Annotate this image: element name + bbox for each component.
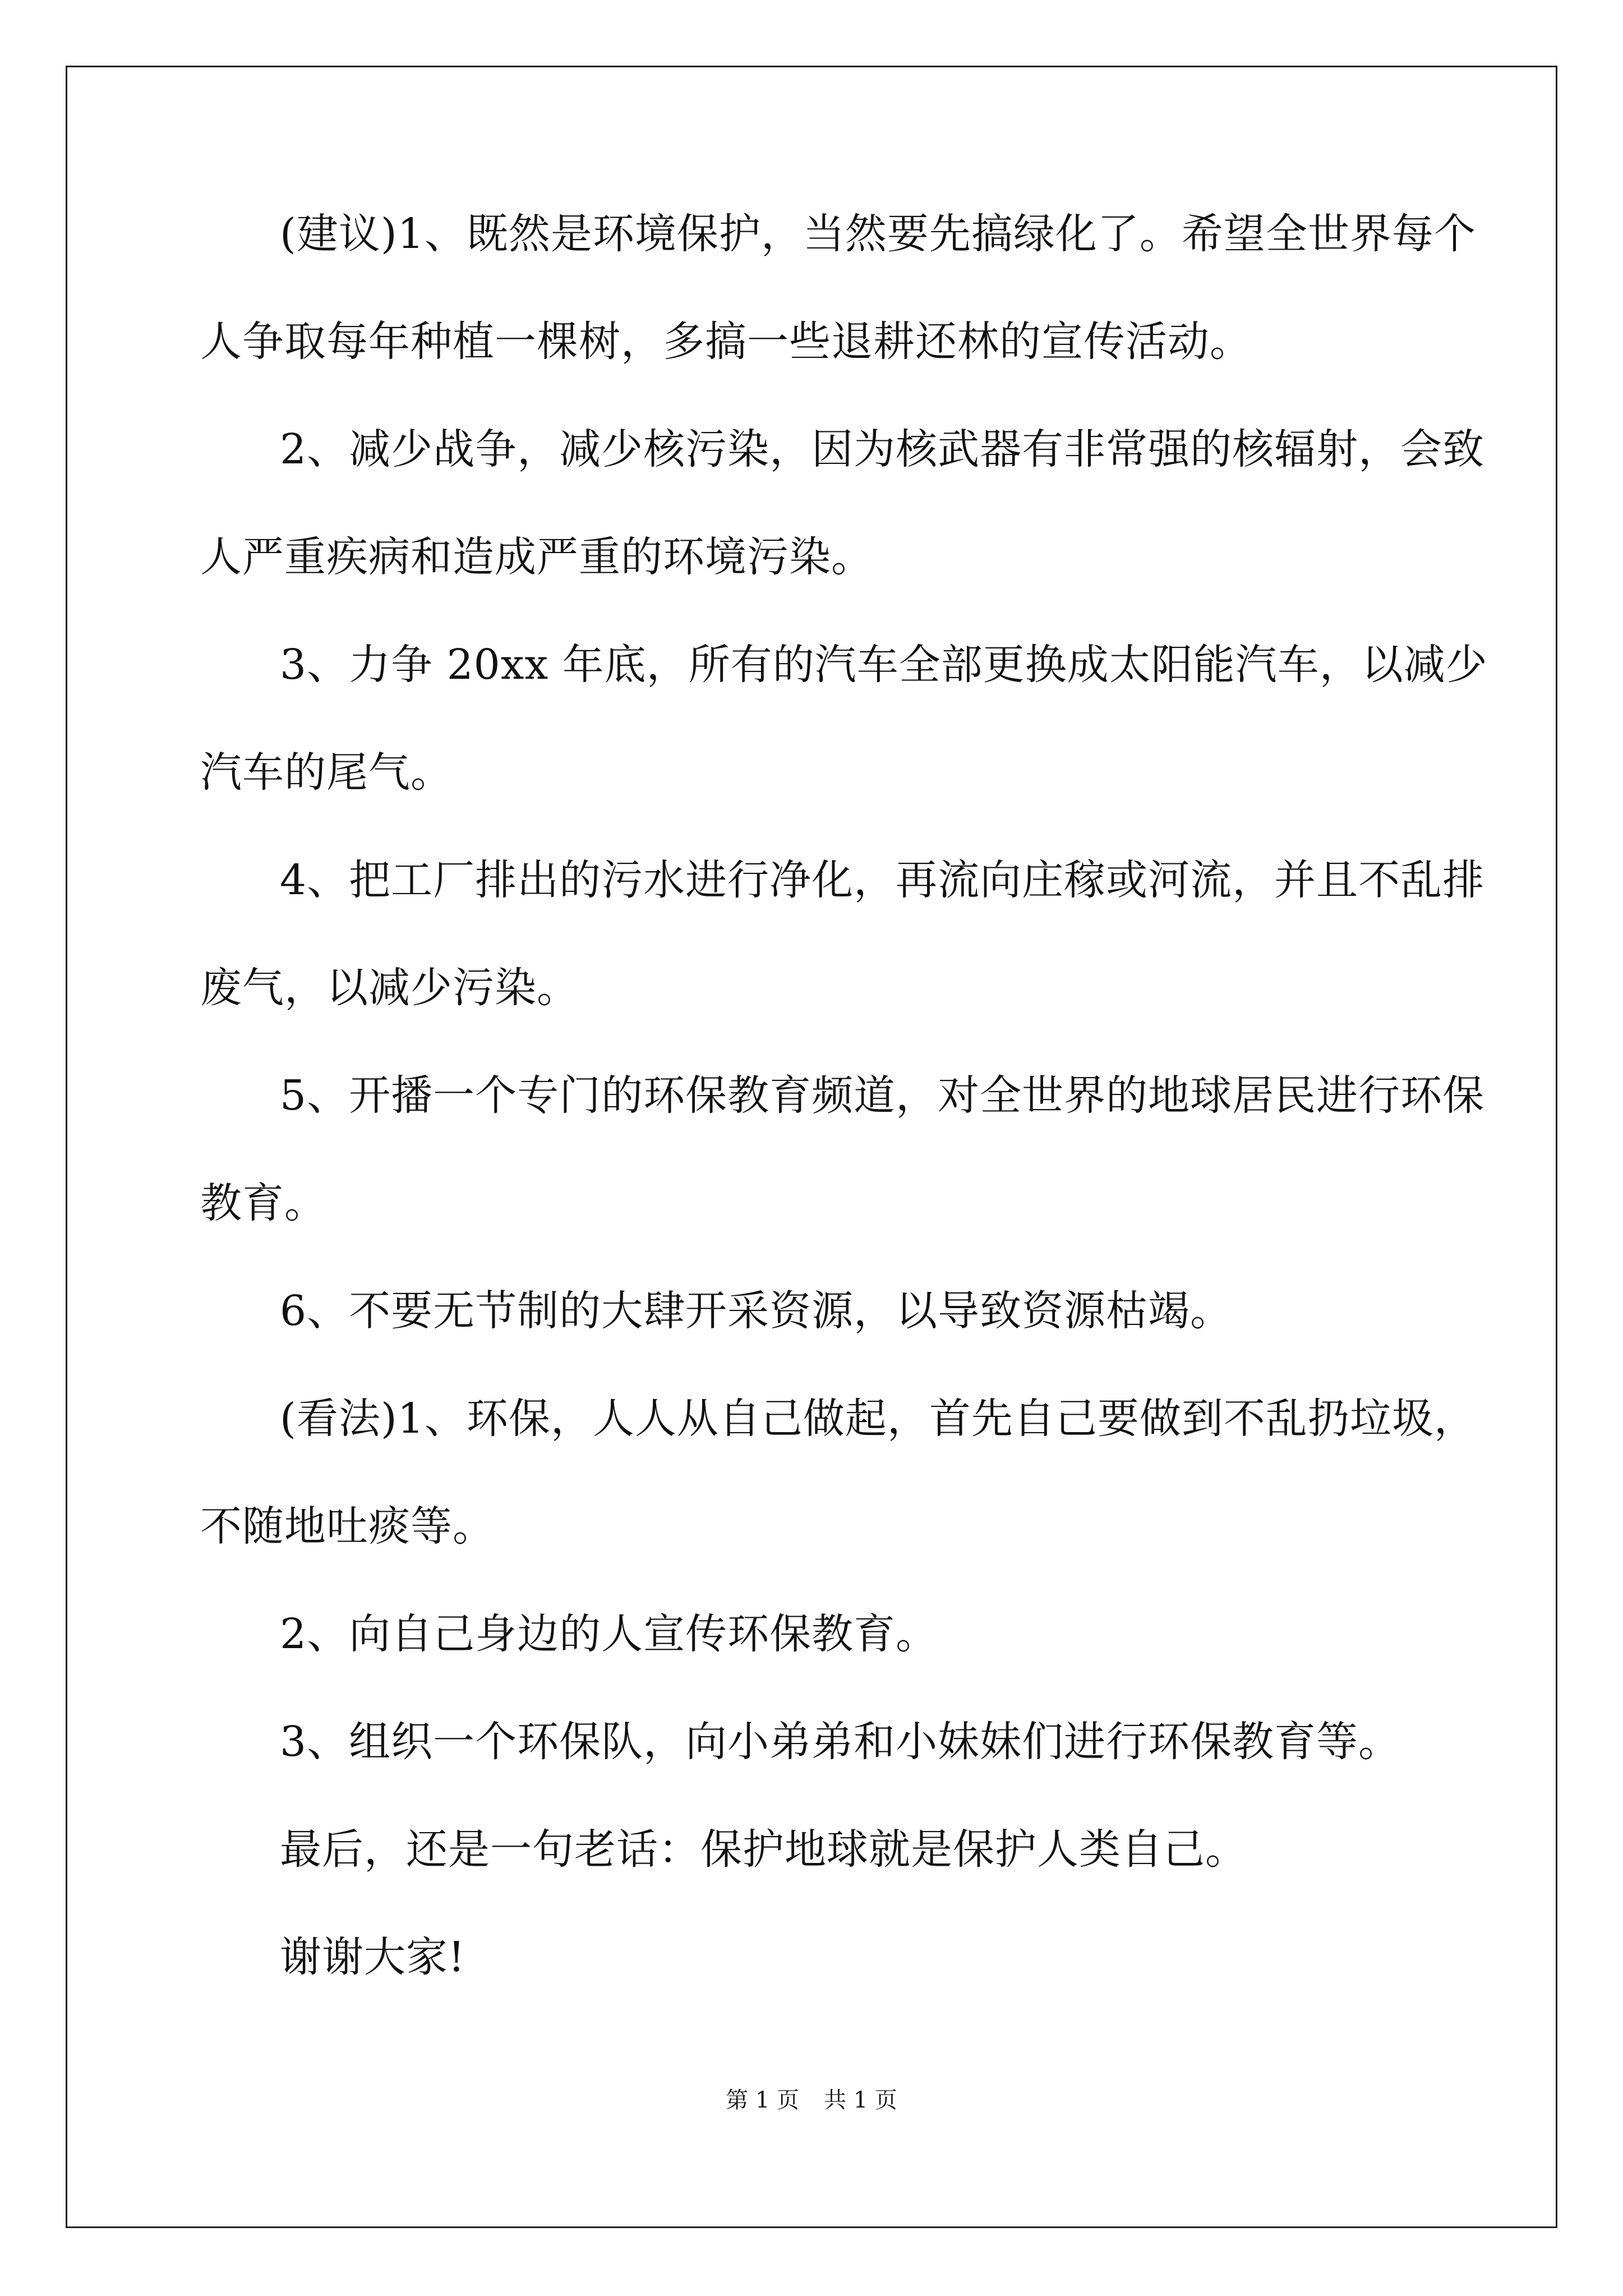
- text-line: 教育。: [200, 1179, 326, 1227]
- text-line: 5、开播一个专门的环保教育频道，对全世界的地球居民进行环保: [280, 1071, 1485, 1120]
- paragraph: [200, 1287, 1428, 1335]
- paragraph: [200, 641, 1488, 797]
- text-line: 汽车的尾气。: [200, 748, 453, 797]
- text-line: 谢谢大家!: [280, 1933, 465, 1981]
- paragraph: [200, 1718, 1428, 1766]
- page-number: 第 1 页: [726, 2087, 799, 2113]
- text-line: 不随地吐痰等。: [200, 1502, 495, 1550]
- text-line: 6、不要无节制的大肆开采资源，以导致资源枯竭。: [280, 1287, 1233, 1335]
- paragraph: [200, 425, 1485, 581]
- page-total: 共 1 页: [824, 2087, 897, 2113]
- text-line: 2、减少战争，减少核污染，因为核武器有非常强的核辐射，会致: [280, 425, 1485, 473]
- text-line: 最后，还是一句老话：保护地球就是保护人类自己。: [280, 1825, 1247, 1874]
- text-line: 3、力争 20xx 年底，所有的汽车全部更换成太阳能汽车，以减少: [280, 641, 1488, 689]
- page-footer: [0, 2082, 1623, 2114]
- text-line: (建议)1、既然是环境保护，当然要先搞绿化了。希望全世界每个: [280, 210, 1476, 258]
- paragraph: [200, 1395, 1476, 1550]
- text-line: 废气，以减少污染。: [200, 964, 579, 1012]
- text-line: 人严重疾病和造成严重的环境污染。: [200, 533, 873, 581]
- paragraph: [200, 210, 1476, 366]
- paragraph: [200, 856, 1485, 1012]
- paragraph: [200, 1071, 1485, 1227]
- paragraph: [200, 1933, 1428, 1981]
- text-line: 人争取每年种植一棵树，多搞一些退耕还林的宣传活动。: [200, 318, 1252, 366]
- text-line: 3、组织一个环保队，向小弟弟和小妹妹们进行环保教育等。: [280, 1718, 1401, 1766]
- paragraph: [200, 1825, 1428, 1874]
- text-line: 2、向自己身边的人宣传环保教育。: [280, 1610, 938, 1658]
- text-line: 4、把工厂排出的污水进行净化，再流向庄稼或河流，并且不乱排: [280, 856, 1485, 904]
- paragraph: [200, 1610, 1428, 1658]
- text-line: (看法)1、环保，人人从自己做起，首先自己要做到不乱扔垃圾，: [280, 1395, 1476, 1443]
